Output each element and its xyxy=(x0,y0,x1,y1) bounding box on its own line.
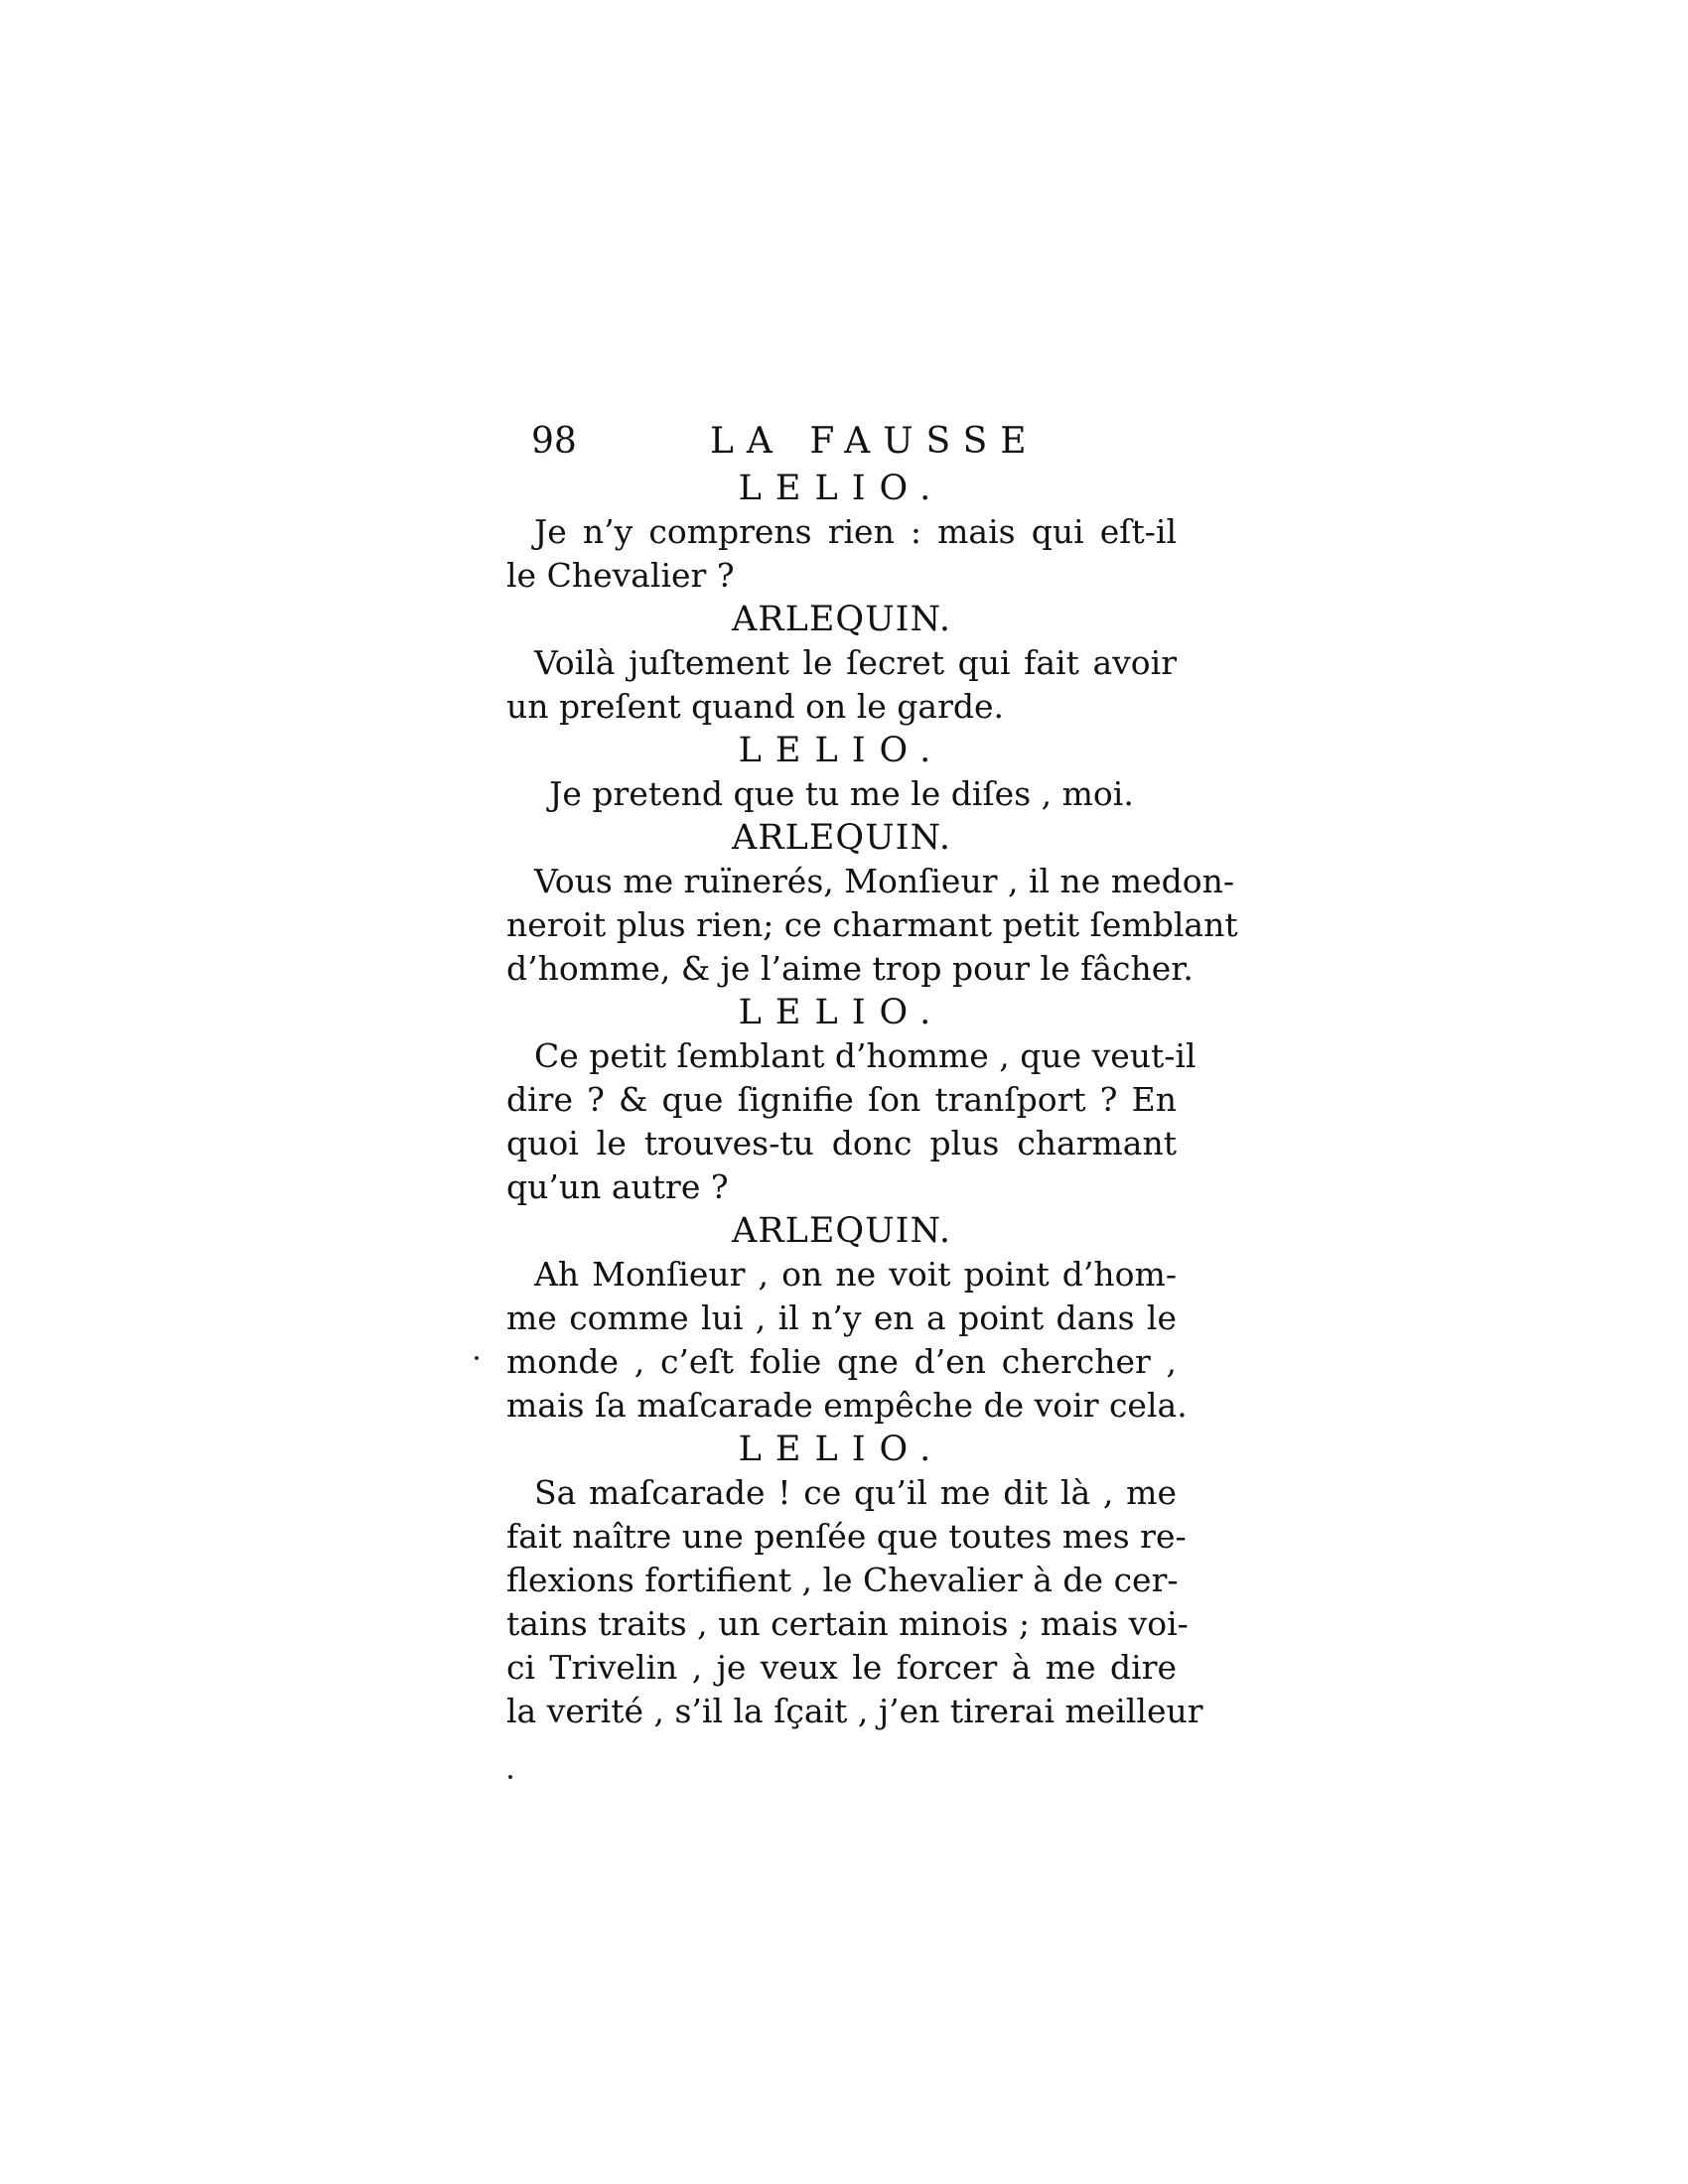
ink-speck xyxy=(508,1775,512,1779)
running-head xyxy=(506,417,1177,467)
page-number: 98 xyxy=(531,421,577,462)
speaker-name: LELIO. xyxy=(738,1430,945,1469)
dialogue-line: ci Trivelin , je veux le forcer à me dire xyxy=(506,1648,1177,1687)
speaker-name: LELIO. xyxy=(738,731,945,770)
dialogue-line: me comme lui , il n’y en a point dans le xyxy=(506,1298,1177,1337)
dialogue-line: un preſent quand on le garde. xyxy=(506,687,1004,726)
dialogue-line: Vous me ruïnerés, Monſieur , il ne medon- xyxy=(534,862,1235,900)
dialogue-line: tains traits , un certain minois ; mais voi- xyxy=(506,1604,1189,1643)
dialogue-line: Voilà juſtement le ſecret qui fait avoir xyxy=(534,643,1177,682)
running-title: LA FAUSSE xyxy=(710,421,1040,462)
speaker-name: ARLEQUIN. xyxy=(732,1211,951,1251)
speaker-name: LELIO. xyxy=(738,993,945,1032)
dialogue-line: la verité , s’il la ſçait , j’en tirerai meilleur xyxy=(506,1692,1203,1730)
speaker-name: ARLEQUIN. xyxy=(732,600,951,639)
dialogue-line: le Chevalier ? xyxy=(506,556,735,595)
dialogue-line: flexions fortifient , le Chevalier à de cer- xyxy=(506,1561,1179,1599)
dialogue-line: Sa maſcarade ! ce qu’il me dit là , me xyxy=(534,1473,1177,1512)
dialogue-line: quoi le trouves-tu donc plus charmant xyxy=(506,1124,1177,1162)
dialogue-line: mais ſa maſcarade empêche de voir cela. xyxy=(506,1386,1188,1425)
dialogue-line: Ah Monſieur , on ne voit point d’hom- xyxy=(534,1255,1177,1294)
text-column xyxy=(506,417,1238,1733)
dialogue-line: Ce petit ſemblant d’homme , que veut-il xyxy=(534,1036,1196,1075)
dialogue-line: Je pretend que tu me le diſes , moi. xyxy=(549,774,1134,813)
dialogue-line: monde , c’eſt folie qne d’en chercher , xyxy=(506,1342,1177,1381)
ink-speck xyxy=(475,1356,479,1360)
dialogue-line: d’homme, & je l’aime trop pour le fâcher. xyxy=(506,949,1194,988)
dialogue-line: fait naître une penſée que toutes mes re- xyxy=(506,1517,1187,1556)
dialogue-line: qu’un autre ? xyxy=(506,1167,729,1206)
speaker-name: LELIO. xyxy=(738,469,945,508)
dialogue-line: neroit plus rien; ce charmant petit ſemblant xyxy=(506,905,1238,944)
dialogue-line: Je n’y comprens rien : mais qui eſt-il xyxy=(534,512,1177,551)
dialogue-line: dire ? & que ſignifie ſon tranſport ? En xyxy=(506,1080,1177,1119)
speaker-name: ARLEQUIN. xyxy=(732,818,951,858)
